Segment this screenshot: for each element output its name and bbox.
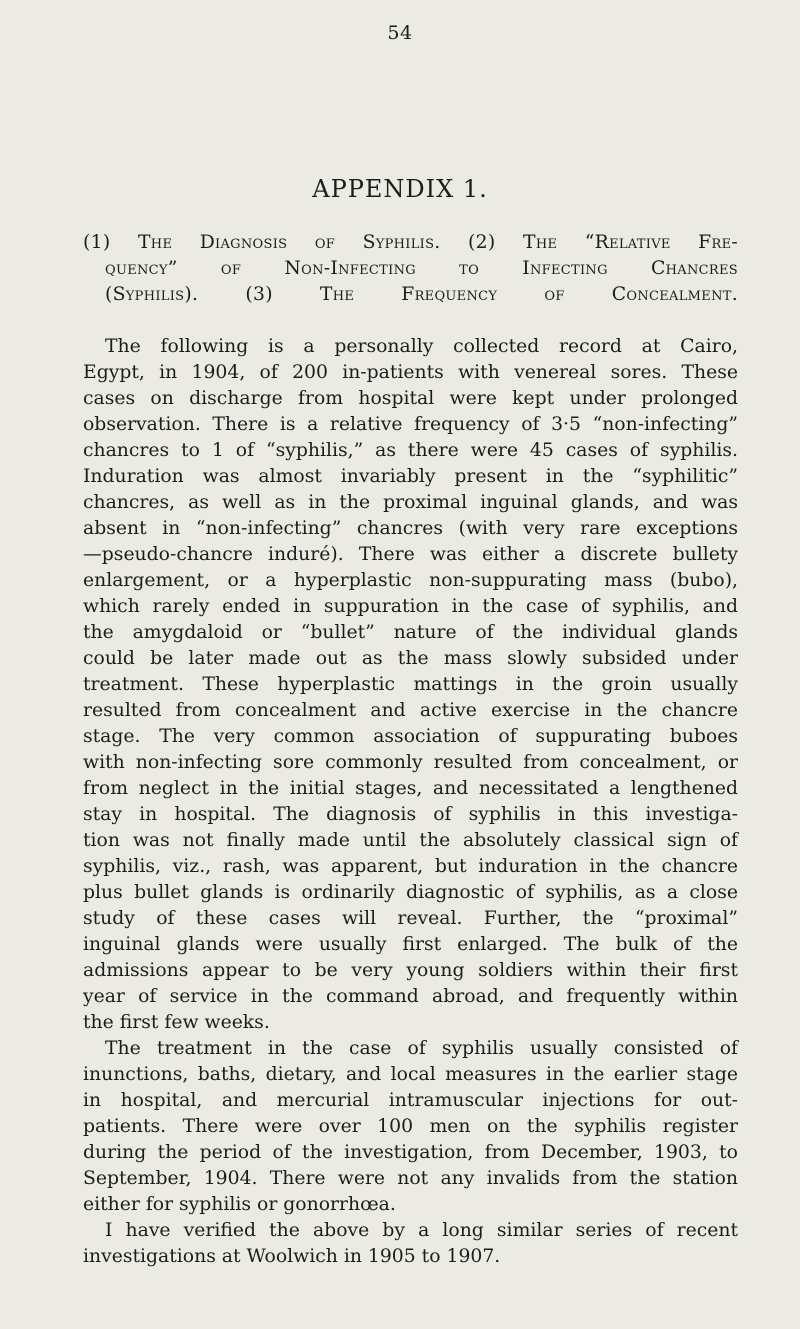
title-line: (Syphilis). (3) The Frequency of Concealment.: [105, 284, 738, 305]
body-line: cases on discharge from hospital were kept under prolonged: [83, 388, 738, 409]
body-line: syphilis, viz., rash, was apparent, but induration in the chancre: [83, 856, 738, 877]
body-line: absent in “non-infecting” chancres (with very rare exceptions: [83, 518, 738, 539]
body-line: The following is a personally collected record at Cairo,: [105, 336, 738, 357]
body-line: with non-infecting sore commonly resulted from concealment, or: [83, 752, 738, 773]
body-line: September, 1904. There were not any invalids from the station: [83, 1168, 738, 1189]
body-line: stage. The very common association of suppurating buboes: [83, 726, 738, 747]
body-line: admissions appear to be very young soldiers within their first: [83, 960, 738, 981]
body-line: I have verified the above by a long similar series of recent: [105, 1220, 738, 1241]
body-line: chancres to 1 of “syphilis,” as there were 45 cases of syphilis.: [83, 440, 738, 461]
body-line: inunctions, baths, dietary, and local measures in the earlier stage: [83, 1064, 738, 1085]
body-line: the first few weeks.: [83, 1012, 270, 1033]
body-line: The treatment in the case of syphilis usually consisted of: [105, 1038, 738, 1059]
body-line: resulted from concealment and active exercise in the chancre: [83, 700, 738, 721]
body-line: stay in hospital. The diagnosis of syphilis in this investiga-: [83, 804, 738, 825]
body-line: —pseudo-chancre induré). There was either a discrete bullety: [83, 544, 738, 565]
body-line: treatment. These hyperplastic mattings in the groin usually: [83, 674, 738, 695]
body-line: inguinal glands were usually first enlarged. The bulk of the: [83, 934, 738, 955]
body-text: [83, 334, 738, 1270]
body-line: either for syphilis or gonorrhœa.: [83, 1194, 396, 1215]
body-line: patients. There were over 100 men on the syphilis register: [83, 1116, 738, 1137]
appendix-title: [83, 230, 738, 308]
body-line: tion was not finally made until the absolutely classical sign of: [83, 830, 738, 851]
body-line: could be later made out as the mass slowly subsided under: [83, 648, 738, 669]
page-number: 54: [387, 22, 413, 44]
body-line: Egypt, in 1904, of 200 in-patients with venereal sores. These: [83, 362, 738, 383]
body-line: in hospital, and mercurial intramuscular injections for out-: [83, 1090, 738, 1111]
body-line: plus bullet glands is ordinarily diagnostic of syphilis, as a close: [83, 882, 738, 903]
body-line: during the period of the investigation, from December, 1903, to: [83, 1142, 738, 1163]
body-line: observation. There is a relative frequency of 3·5 “non-infecting”: [83, 414, 738, 435]
title-line: (1) The Diagnosis of Syphilis. (2) The “Relative Fre-: [83, 232, 738, 253]
body-line: chancres, as well as in the proximal inguinal glands, and was: [83, 492, 738, 513]
body-line: the amygdaloid or “bullet” nature of the individual glands: [83, 622, 738, 643]
body-line: which rarely ended in suppuration in the case of syphilis, and: [83, 596, 738, 617]
appendix-heading: APPENDIX 1.: [312, 175, 488, 203]
body-line: study of these cases will reveal. Further, the “proximal”: [83, 908, 738, 929]
body-line: enlargement, or a hyperplastic non-suppurating mass (bubo),: [83, 570, 738, 591]
title-line: quency” of Non-Infecting to Infecting Chancres: [105, 258, 738, 279]
body-line: from neglect in the initial stages, and necessitated a lengthened: [83, 778, 738, 799]
body-line: investigations at Woolwich in 1905 to 1907.: [83, 1246, 501, 1267]
body-line: Induration was almost invariably present in the “syphilitic”: [83, 466, 738, 487]
body-line: year of service in the command abroad, and frequently within: [83, 986, 738, 1007]
